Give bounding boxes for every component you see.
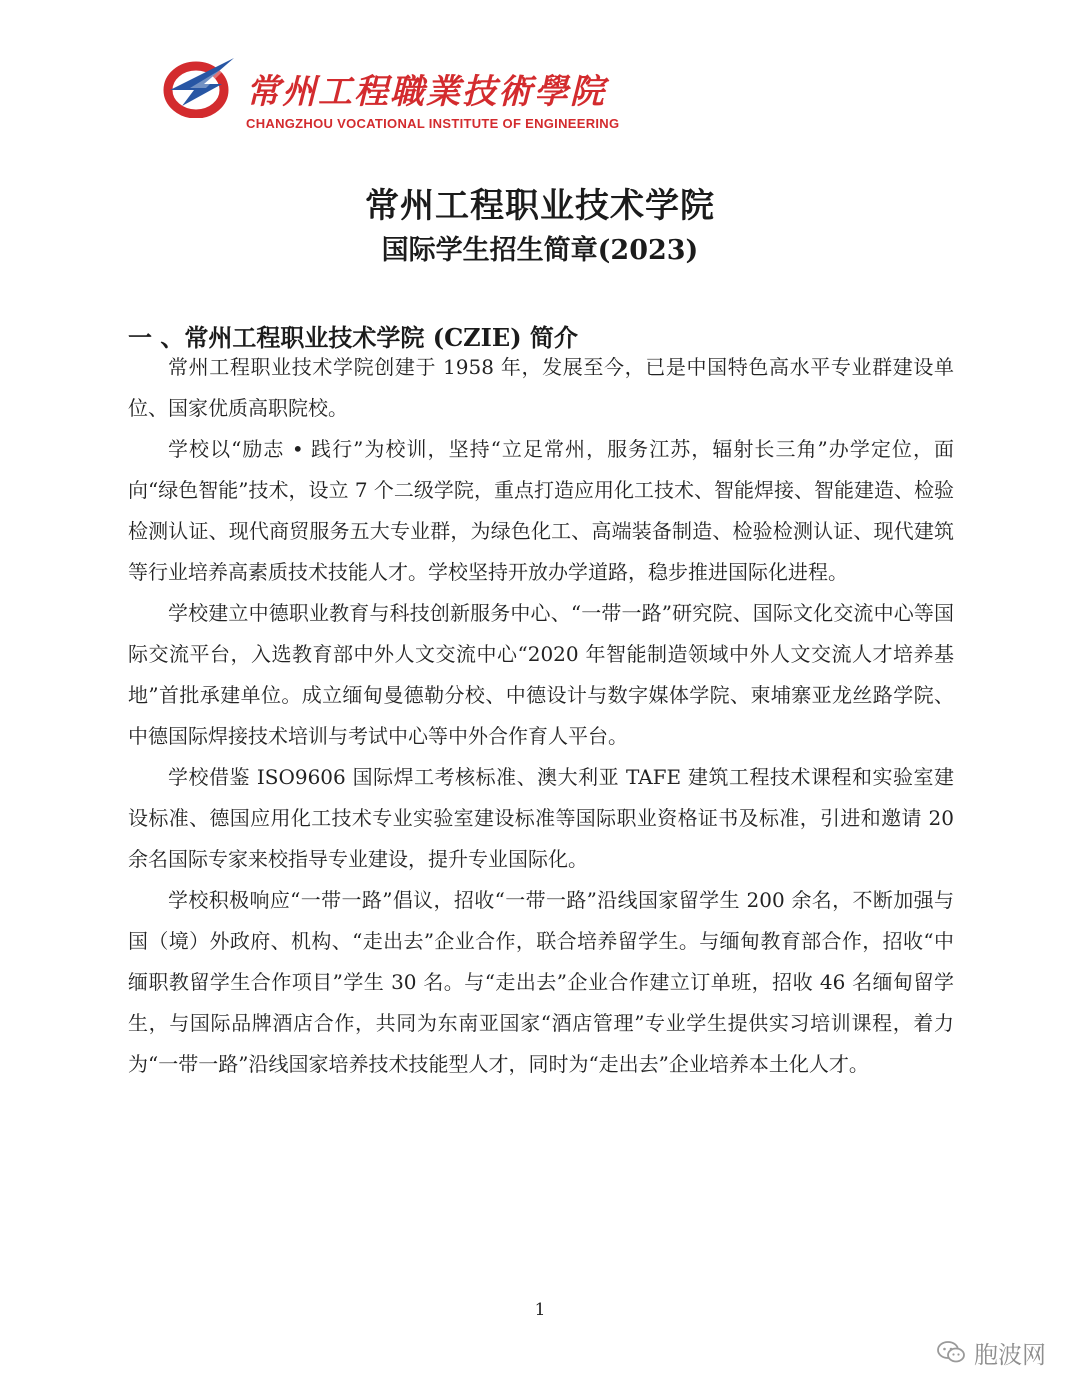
logo-chinese-name: 常州工程職業技術學院 [246,72,606,112]
school-emblem-icon [160,54,246,118]
paragraph-founding: 常州工程职业技术学院创建于 1958 年，发展至今，已是中国特色高水平专业群建设单位、国家优质高职院校。 [128,355,954,420]
paragraph-motto: 学校以“励志 • 践行”为校训，坚持“立足常州，服务江苏，辐射长三角”办学定位，面向“绿色智能”技术，设立 7 个二级学院，重点打造应用化工技术、智能焊接、智能建造、检验检测认证、现代商贸服务五大专业群，为绿色化工、高端装备制造、检验检测认证、现代建筑等行业培养高素质技术技能人才。学校坚持开放办学道路，稳步推进国际化进程。 [128,437,954,584]
section-body [128,347,954,1085]
document-subtitle: 国际学生招生简章(2023) [381,235,699,266]
document-title: 常州工程职业技术学院 [365,186,715,226]
page-number: 1 [534,1300,546,1320]
logo-english-name: CHANGZHOU VOCATIONAL INSTITUTE OF ENGINEERING [246,116,620,131]
watermark-text: 胞波网 [974,1340,1046,1369]
watermark [936,1336,1046,1368]
paragraph-platforms: 学校建立中德职业教育与科技创新服务中心、“一带一路”研究院、国际文化交流中心等国际交流平台，入选教育部中外人文交流中心“2020 年智能制造领域中外人文交流人才培养基地”首批承建单位。成立缅甸曼德勒分校、中德设计与数字媒体学院、柬埔寨亚龙丝路学院、中德国际焊接技术培训与考试中心等中外合作育人平台。 [128,601,954,748]
school-logo [160,54,620,138]
section-heading: 一 、常州工程职业技术学院 (CZIE) 简介 [128,323,578,352]
wechat-icon [936,1340,966,1364]
paragraph-belt-road: 学校积极响应“一带一路”倡议，招收“一带一路”沿线国家留学生 200 余名，不断加强与国（境）外政府、机构、“走出去”企业合作，联合培养留学生。与缅甸教育部合作，招收“中缅职教留学生合作项目”学生 30 名。与“走出去”企业合作建立订单班，招收 46 名缅甸留学生，与国际品牌酒店合作，共同为东南亚国家“酒店管理”专业学生提供实习培训课程，着力为“一带一路”沿线国家培养技术技能型人才，同时为“走出去”企业培养本土化人才。 [128,888,954,1076]
paragraph-standards: 学校借鉴 ISO9606 国际焊工考核标准、澳大利亚 TAFE 建筑工程技术课程和实验室建设标准、德国应用化工技术专业实验室建设标准等国际职业资格证书及标准，引进和邀请 20 余名国际专家来校指导专业建设，提升专业国际化。 [128,765,954,871]
